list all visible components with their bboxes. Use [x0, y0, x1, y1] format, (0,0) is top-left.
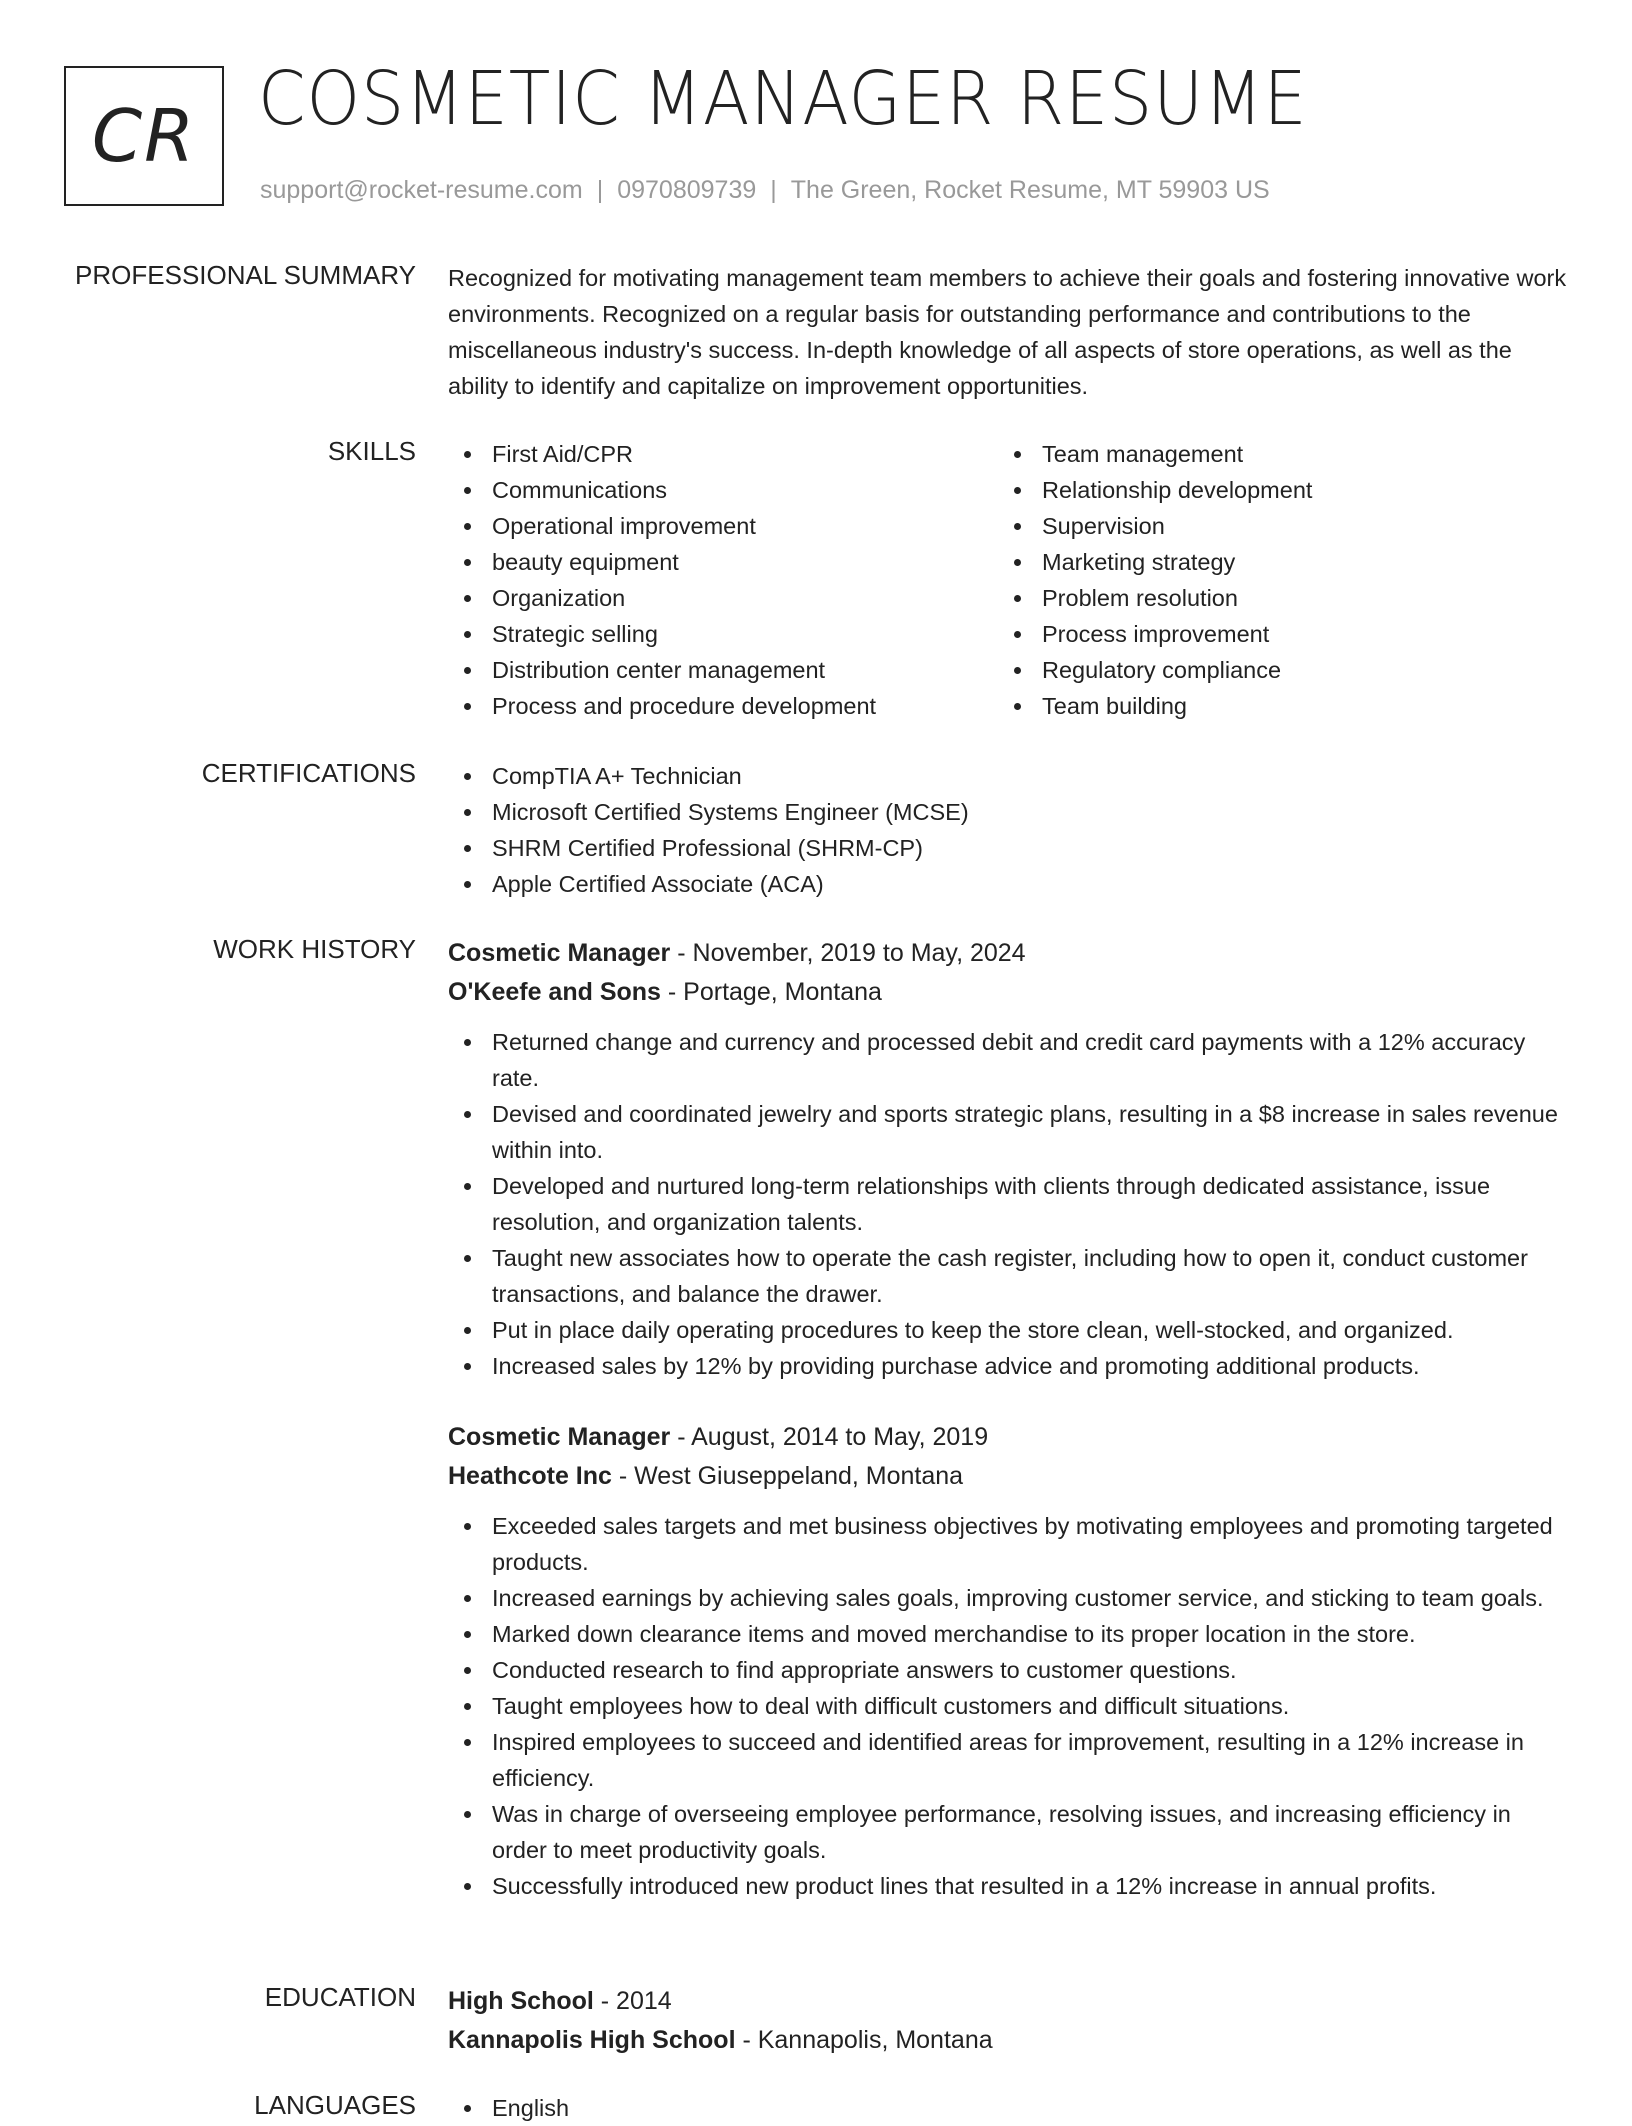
languages-list — [448, 2090, 1568, 2126]
job-company-line — [448, 972, 1568, 1012]
education-degree: High School — [448, 1987, 594, 2015]
job-dates: - August, 2014 to May, 2019 — [670, 1423, 989, 1451]
list-item: Process and procedure development — [448, 688, 998, 724]
list-item: First Aid/CPR — [448, 436, 998, 472]
contact-email: support@rocket-resume.com — [260, 176, 583, 204]
job-company-line — [448, 1456, 1568, 1496]
work-history-label: WORK HISTORY — [213, 934, 416, 964]
list-item: Marked down clearance items and moved merchandise to its proper location in the store. — [448, 1616, 1568, 1652]
list-item: Successfully introduced new product lines that resulted in a 12% increase in annual profits. — [448, 1868, 1568, 1904]
initials-monogram: CR — [64, 66, 224, 206]
job-location: - West Giuseppeland, Montana — [611, 1462, 964, 1490]
job-company: O'Keefe and Sons — [448, 978, 661, 1006]
job-company: Heathcote Inc — [448, 1462, 612, 1490]
job-entry — [448, 934, 1568, 1384]
contact-line — [260, 176, 1270, 205]
certifications-label: CERTIFICATIONS — [201, 758, 416, 788]
summary-body — [448, 260, 1568, 404]
skills-grid — [448, 436, 1568, 724]
list-item: Put in place daily operating procedures to keep the store clean, well-stocked, and organized. — [448, 1312, 1568, 1348]
list-item: Was in charge of overseeing employee performance, resolving issues, and increasing efficiency in order to meet productivity goals. — [448, 1796, 1568, 1868]
job-title-line — [448, 934, 1568, 972]
list-item: Distribution center management — [448, 652, 998, 688]
list-item: Exceeded sales targets and met business objectives by motivating employees and promoting targeted products. — [448, 1508, 1568, 1580]
list-item: Supervision — [998, 508, 1548, 544]
list-item: English — [448, 2090, 1568, 2126]
education-school-line — [448, 2020, 1568, 2060]
list-item: Marketing strategy — [998, 544, 1548, 580]
list-item: Taught new associates how to operate the cash register, including how to open it, conduct customer transactions, and balance the drawer. — [448, 1240, 1568, 1312]
education-label: EDUCATION — [264, 1982, 416, 2012]
list-item: CompTIA A+ Technician — [448, 758, 1568, 794]
list-item: Apple Certified Associate (ACA) — [448, 866, 1568, 902]
job-location: - Portage, Montana — [660, 978, 882, 1006]
page-title: COSMETIC MANAGER RESUME — [258, 56, 1308, 142]
list-item: Operational improvement — [448, 508, 998, 544]
contact-phone: 0970809739 — [617, 176, 757, 204]
list-item: Problem resolution — [998, 580, 1548, 616]
job-entry — [448, 1418, 1568, 1904]
job-dates: - November, 2019 to May, 2024 — [670, 939, 1026, 967]
contact-separator: | — [770, 176, 777, 204]
education-location: - Kannapolis, Montana — [735, 2026, 993, 2054]
languages-body — [448, 2090, 1568, 2126]
list-item: Inspired employees to succeed and identified areas for improvement, resulting in a 12% increase in efficiency. — [448, 1724, 1568, 1796]
list-item: beauty equipment — [448, 544, 998, 580]
list-item: Microsoft Certified Systems Engineer (MCSE) — [448, 794, 1568, 830]
job-title: Cosmetic Manager — [448, 1423, 671, 1451]
languages-label: LANGUAGES — [254, 2090, 416, 2120]
summary-label: PROFESSIONAL SUMMARY — [75, 260, 416, 290]
list-item: Team management — [998, 436, 1548, 472]
list-item: Regulatory compliance — [998, 652, 1548, 688]
skills-list-right — [998, 436, 1548, 724]
list-item: Increased earnings by achieving sales goals, improving customer service, and sticking to team goals. — [448, 1580, 1568, 1616]
education-school: Kannapolis High School — [448, 2026, 736, 2054]
list-item: Developed and nurtured long-term relationships with clients through dedicated assistance, issue resolution, and organization talents. — [448, 1168, 1568, 1240]
list-item: Process improvement — [998, 616, 1548, 652]
list-item: Returned change and currency and processed debit and credit card payments with a 12% accuracy rate. — [448, 1024, 1568, 1096]
list-item: Devised and coordinated jewelry and sports strategic plans, resulting in a $8 increase in sales revenue within into. — [448, 1096, 1568, 1168]
list-item: SHRM Certified Professional (SHRM-CP) — [448, 830, 1568, 866]
education-body — [448, 1982, 1568, 2072]
education-year: - 2014 — [593, 1987, 672, 2015]
list-item: Taught employees how to deal with difficult customers and difficult situations. — [448, 1688, 1568, 1724]
list-item: Organization — [448, 580, 998, 616]
education-degree-line — [448, 1982, 1568, 2020]
list-item: Strategic selling — [448, 616, 998, 652]
job-duties-list — [448, 1024, 1568, 1384]
contact-separator: | — [596, 176, 604, 204]
skills-label: SKILLS — [327, 436, 416, 466]
job-duties-list — [448, 1508, 1568, 1904]
list-item: Increased sales by 12% by providing purchase advice and promoting additional products. — [448, 1348, 1568, 1384]
job-title-line — [448, 1418, 1568, 1456]
list-item: Team building — [998, 688, 1548, 724]
skills-list-left — [448, 436, 998, 724]
list-item: Conducted research to find appropriate answers to customer questions. — [448, 1652, 1568, 1688]
certifications-list — [448, 758, 1568, 902]
job-title: Cosmetic Manager — [448, 939, 671, 967]
certifications-body — [448, 758, 1568, 902]
skills-body — [448, 436, 1568, 724]
work-history-body — [448, 934, 1568, 1904]
contact-address: The Green, Rocket Resume, MT 59903 US — [790, 176, 1270, 204]
list-item: Relationship development — [998, 472, 1548, 508]
summary-text: Recognized for motivating management team members to achieve their goals and fostering innovative work environments. Recognized on a regular basis for outstanding performance and contributions to the miscellaneous industry's success. In-depth knowledge of all aspects of store operations, as well as the ability to identify and capitalize on improvement opportunities. — [448, 265, 1567, 399]
list-item: Communications — [448, 472, 998, 508]
